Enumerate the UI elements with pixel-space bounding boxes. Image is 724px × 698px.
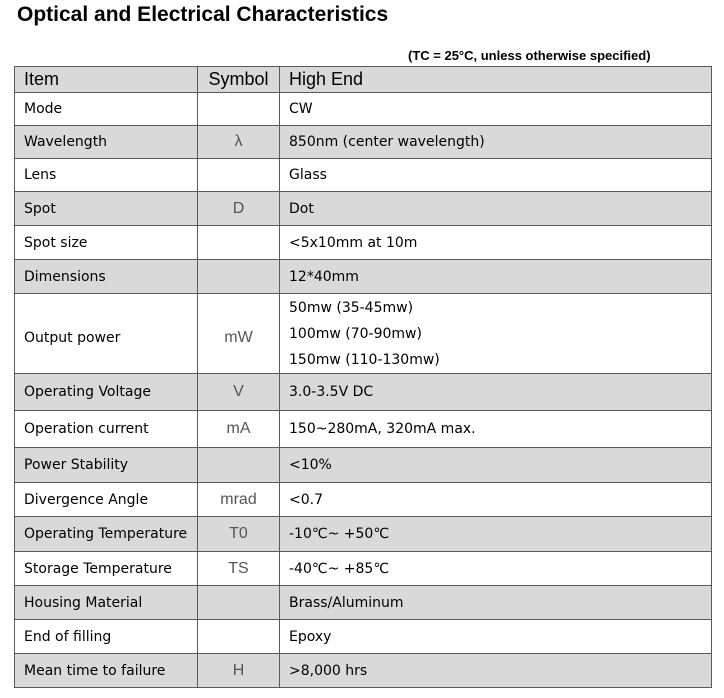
row-value: 850nm (center wavelength) <box>280 126 712 159</box>
table-header-row <box>15 67 712 93</box>
row-item: Storage Temperature <box>15 552 198 586</box>
table-row <box>15 654 712 688</box>
row-symbol <box>198 620 280 654</box>
row-value: <0.7 <box>280 483 712 517</box>
row-symbol: mW <box>198 294 280 374</box>
test-conditions-note: (TC = 25°C, unless otherwise specified) <box>408 48 651 63</box>
row-item: Housing Material <box>15 586 198 620</box>
table-row <box>15 374 712 411</box>
row-symbol: mrad <box>198 483 280 517</box>
table-row <box>15 126 712 159</box>
table-row <box>15 93 712 126</box>
row-symbol: mA <box>198 411 280 448</box>
value-line: 150mw (110-130mw) <box>289 351 440 368</box>
table-row <box>15 226 712 260</box>
header-item: Item <box>15 67 198 93</box>
row-value: 3.0-3.5V DC <box>280 374 712 411</box>
table-row <box>15 517 712 552</box>
row-symbol: TS <box>198 552 280 586</box>
table-row <box>15 159 712 192</box>
row-symbol <box>198 226 280 260</box>
row-value: Brass/Aluminum <box>280 586 712 620</box>
row-symbol <box>198 448 280 483</box>
table-row <box>15 294 712 374</box>
row-item: Wavelength <box>15 126 198 159</box>
row-symbol: D <box>198 192 280 226</box>
table-row <box>15 620 712 654</box>
row-symbol: V <box>198 374 280 411</box>
row-item: Dimensions <box>15 260 198 294</box>
row-item: Operating Temperature <box>15 517 198 552</box>
row-symbol <box>198 93 280 126</box>
row-symbol <box>198 260 280 294</box>
row-item: Mode <box>15 93 198 126</box>
row-value: <10% <box>280 448 712 483</box>
row-value-multiline <box>280 294 712 374</box>
table-row <box>15 483 712 517</box>
row-item: Lens <box>15 159 198 192</box>
row-symbol: λ <box>198 126 280 159</box>
row-value: CW <box>280 93 712 126</box>
row-value: 12*40mm <box>280 260 712 294</box>
row-item: Divergence Angle <box>15 483 198 517</box>
row-item: Spot <box>15 192 198 226</box>
row-item: Spot size <box>15 226 198 260</box>
row-symbol <box>198 586 280 620</box>
header-symbol: Symbol <box>198 67 280 93</box>
table-row <box>15 411 712 448</box>
characteristics-table <box>14 66 712 688</box>
row-symbol: H <box>198 654 280 688</box>
row-item: Operation current <box>15 411 198 448</box>
value-line: 100mw (70-90mw) <box>289 325 422 342</box>
table-row <box>15 552 712 586</box>
row-symbol <box>198 159 280 192</box>
row-item: Output power <box>15 294 198 374</box>
row-value: Epoxy <box>280 620 712 654</box>
row-value: <5x10mm at 10m <box>280 226 712 260</box>
table-row <box>15 192 712 226</box>
row-value: >8,000 hrs <box>280 654 712 688</box>
row-item: Operating Voltage <box>15 374 198 411</box>
header-value: High End <box>280 67 712 93</box>
row-value: -40℃~ +85℃ <box>280 552 712 586</box>
value-line: 50mw (35-45mw) <box>289 299 414 316</box>
table-row <box>15 260 712 294</box>
row-value: Glass <box>280 159 712 192</box>
row-value: 150~280mA, 320mA max. <box>280 411 712 448</box>
document-title: Optical and Electrical Characteristics <box>17 3 389 26</box>
table-row <box>15 448 712 483</box>
row-value: Dot <box>280 192 712 226</box>
row-symbol: T0 <box>198 517 280 552</box>
row-item: End of filling <box>15 620 198 654</box>
row-item: Power Stability <box>15 448 198 483</box>
table-row <box>15 586 712 620</box>
row-value: -10℃~ +50℃ <box>280 517 712 552</box>
row-item: Mean time to failure <box>15 654 198 688</box>
